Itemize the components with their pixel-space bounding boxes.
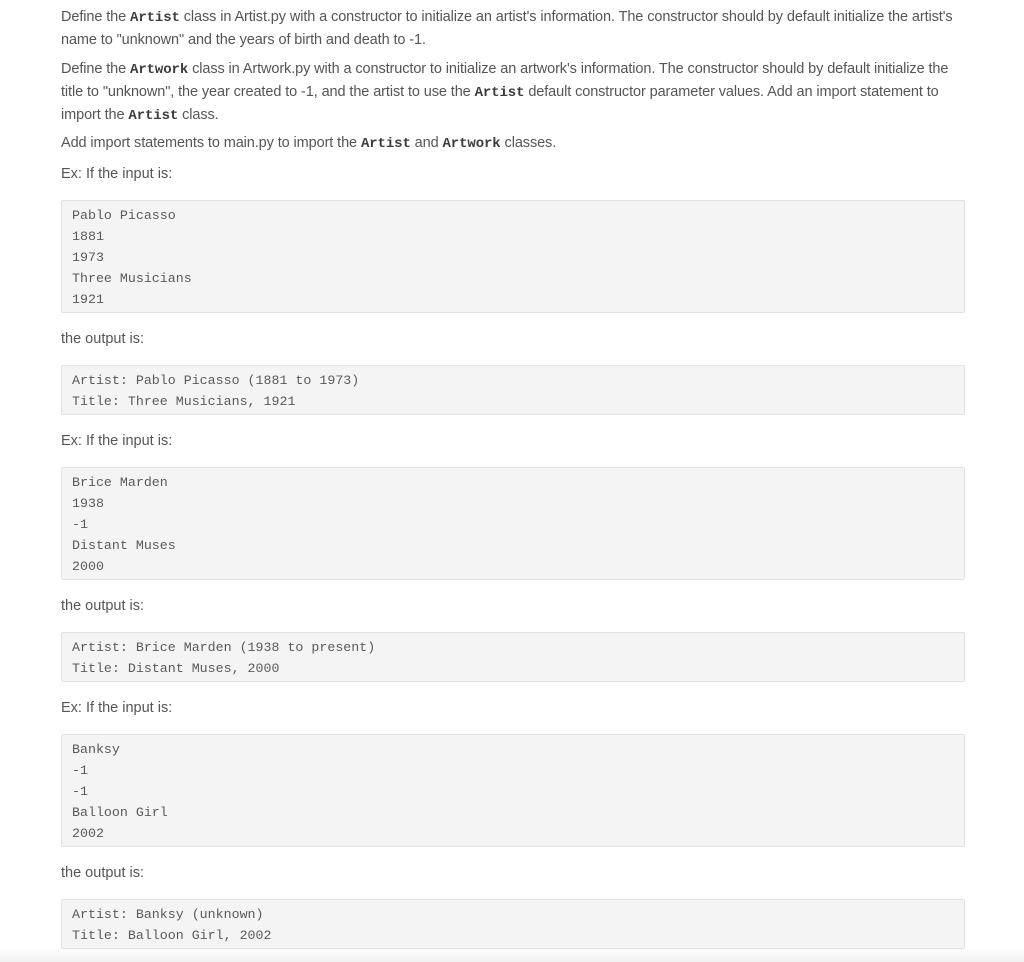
code-artwork: Artwork: [442, 136, 501, 152]
input-line: -1: [72, 784, 88, 799]
input-line: 1921: [72, 292, 104, 307]
example-1-output-label: the output is:: [61, 331, 145, 347]
input-line: 1973: [72, 250, 104, 265]
code-artist: Artist: [130, 10, 180, 26]
output-line: Artist: Brice Marden (1938 to present): [72, 640, 376, 655]
example-1-output-box: [61, 365, 965, 415]
output-line: Artist: Pablo Picasso (1881 to 1973): [72, 373, 360, 388]
input-line: Three Musicians: [72, 271, 192, 286]
example-3-input-label: Ex: If the input is:: [61, 700, 173, 716]
text: Define the: [61, 9, 131, 25]
intro-paragraph-artwork: [61, 58, 971, 127]
code-artist: Artist: [360, 136, 411, 152]
text: class.: [178, 107, 219, 123]
example-1-input-box: [61, 200, 965, 313]
input-line: Pablo Picasso: [72, 208, 176, 223]
output-line: Artist: Banksy (unknown): [72, 907, 264, 922]
text: class in Artwork.py with a constructor to initialize an artwork's information. The constructor should by default initialize the title to "unknown", the year created to -1, and the artist to use the: [61, 61, 949, 100]
input-line: 1881: [72, 229, 104, 244]
input-line: Brice Marden: [72, 475, 168, 490]
example-3-output-box: [61, 899, 965, 949]
example-2-input-box: [61, 467, 965, 580]
bottom-scroll-fade: [0, 948, 1024, 962]
output-line: Title: Balloon Girl, 2002: [72, 928, 272, 943]
text: classes.: [500, 135, 557, 151]
input-line: -1: [72, 763, 88, 778]
text: class in Artist.py with a constructor to initialize an artist's information. The constructor should by default initialize the artist's name to "unknown" and the years of birth and death to -1.: [61, 9, 953, 48]
example-2-input-label: Ex: If the input is:: [61, 433, 173, 449]
code-artwork: Artwork: [130, 62, 189, 78]
input-line: Distant Muses: [72, 538, 176, 553]
output-line: Title: Three Musicians, 1921: [72, 394, 296, 409]
input-line: 2002: [72, 826, 104, 841]
output-line: Title: Distant Muses, 2000: [72, 661, 280, 676]
input-line: Balloon Girl: [72, 805, 168, 820]
example-2-output-label: the output is:: [61, 598, 145, 614]
code-artist: Artist: [128, 108, 179, 124]
intro-paragraph-main: [61, 132, 971, 155]
text: and: [410, 135, 443, 151]
example-1-input-label: Ex: If the input is:: [61, 166, 173, 182]
code-artist: Artist: [474, 85, 525, 101]
input-line: -1: [72, 517, 88, 532]
text: Define the: [61, 61, 131, 77]
text: Add import statements to main.py to import the: [61, 135, 361, 151]
intro-paragraph-artist: [61, 6, 971, 51]
input-line: 1938: [72, 496, 104, 511]
text: default constructor parameter values. Add an import statement to import the: [61, 84, 939, 123]
example-3-output-label: the output is:: [61, 865, 145, 881]
example-3-input-box: [61, 734, 965, 847]
input-line: 2000: [72, 559, 104, 574]
input-line: Banksy: [72, 742, 120, 757]
example-2-output-box: [61, 632, 965, 682]
